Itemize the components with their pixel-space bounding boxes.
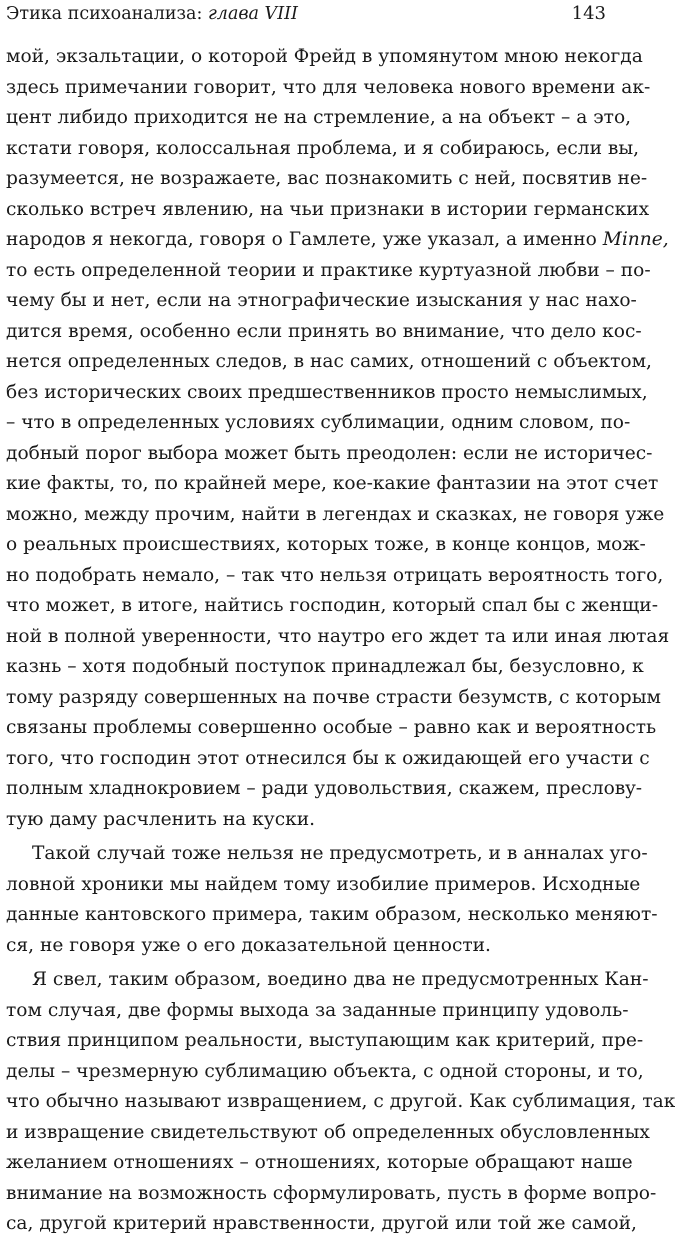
- book-title: Этика психоанализа:: [6, 4, 208, 24]
- chapter-label: глава VIII: [207, 4, 298, 24]
- text-line: сколько встреч явлению, на чьи признаки в истории германских: [6, 198, 650, 220]
- running-header: [6, 2, 606, 26]
- text-line: что обычно называют извращением, с другой. Как сублимация, так: [6, 1091, 675, 1112]
- text-segment: народов я некогда, говоря о Гамлете, уже указал, а именно: [6, 229, 603, 250]
- text-line: чему бы и нет, если на этнографические изыскания у нас нахо-: [6, 290, 637, 311]
- text-line: ся, не говоря уже о его доказательной ценности.: [6, 934, 491, 956]
- text-line: ствия принципом реальности, выступающим как критерий, пре-: [6, 1030, 644, 1051]
- text-line: без исторических своих предшественников просто немыслимых,: [6, 381, 648, 403]
- italic-term: Minne,: [602, 229, 669, 250]
- text-line-with-italic: [6, 225, 669, 256]
- text-line: цент либидо приходится не на стремление, а на объект – а это,: [6, 107, 632, 128]
- text-line: добный порог выбора может быть преодолен: если не историчес-: [6, 442, 653, 464]
- text-line: можно, между прочим, найти в легендах и сказках, не говоря уже: [6, 503, 665, 525]
- text-line: что может, в итоге, найтись господин, который спал бы с женщи-: [6, 595, 658, 616]
- page-number: 143: [571, 3, 606, 24]
- text-line: и извращение свидетельствуют об определенных обусловленных: [6, 1121, 650, 1143]
- text-line: но подобрать немало, – так что нельзя отрицать вероятность того,: [6, 564, 664, 586]
- text-line: кие факты, то, по крайней мере, кое-какие фантазии на этот счет: [6, 473, 659, 494]
- text-line: ной в полной уверенности, что наутро его ждет та или иная лютая: [6, 625, 670, 647]
- text-line: полным хладнокровием – ради удовольствия, скажем, пресловy-: [6, 778, 643, 799]
- text-line: ловной хроники мы найдем тому изобилие примеров. Исходные: [6, 873, 641, 895]
- text-line: желанием отношениях – отношениях, которые обращают наше: [6, 1152, 633, 1173]
- text-line: о реальных происшествиях, которых тоже, в конце концов, мож-: [6, 534, 646, 555]
- text-line: внимание на возможность сформулировать, пусть в форме вопро-: [6, 1182, 657, 1204]
- text-line: связаны проблемы совершенно особые – равно как и вероятность: [6, 717, 657, 738]
- text-line: мой, экзальтации, о которой Фрейд в упомянутом мною некогда: [6, 46, 643, 67]
- paragraph-3: [6, 965, 675, 1240]
- text-line: – что в определенных условиях сублимации, одним словом, по-: [6, 412, 631, 433]
- text-line: нется определенных следов, в нас самих, отношений с объектом,: [6, 351, 652, 372]
- text-line: то есть определенной теории и практике куртуазной любви – по-: [6, 259, 651, 281]
- paragraph-2: [6, 839, 658, 961]
- text-line: тому разряду совершенных на почве страсти безумств, с которым: [6, 686, 661, 708]
- text-line: разумеется, не возражаете, вас познакомить с ней, посвятив не-: [6, 168, 648, 189]
- text-line: здесь примечании говорит, что для человека нового времени ак-: [6, 76, 651, 98]
- text-line: тую даму расчленить на куски.: [6, 808, 316, 830]
- text-line: са, другой критерий нравственности, другой или той же самой,: [6, 1213, 637, 1234]
- running-title: [6, 2, 298, 26]
- text-line: данные кантовского примера, таким образом, несколько меняют-: [6, 904, 658, 925]
- text-line: того, что господин этот отнесился бы к ожидающей его участи с: [6, 747, 650, 769]
- text-line: казнь – хотя подобный поступок принадлежал бы, безусловно, к: [6, 656, 644, 677]
- body-text: [6, 42, 675, 1240]
- text-line: кстати говоря, колоссальная проблема, и я собираюсь, если вы,: [6, 137, 640, 159]
- text-line: дится время, особенно если принять во внимание, что дело кос-: [6, 320, 642, 342]
- paragraph-1: [6, 42, 670, 835]
- text-line: делы – чрезмерную сублимацию объекта, с одной стороны, и то,: [6, 1060, 644, 1082]
- text-line: Я свел, таким образом, воедино два не предусмотренных Кан-: [32, 969, 649, 990]
- text-line: том случая, две формы выхода за заданные принципу удоволь-: [6, 999, 629, 1021]
- text-line: Такой случай тоже нельзя не предусмотреть, и в анналах уго-: [32, 843, 648, 864]
